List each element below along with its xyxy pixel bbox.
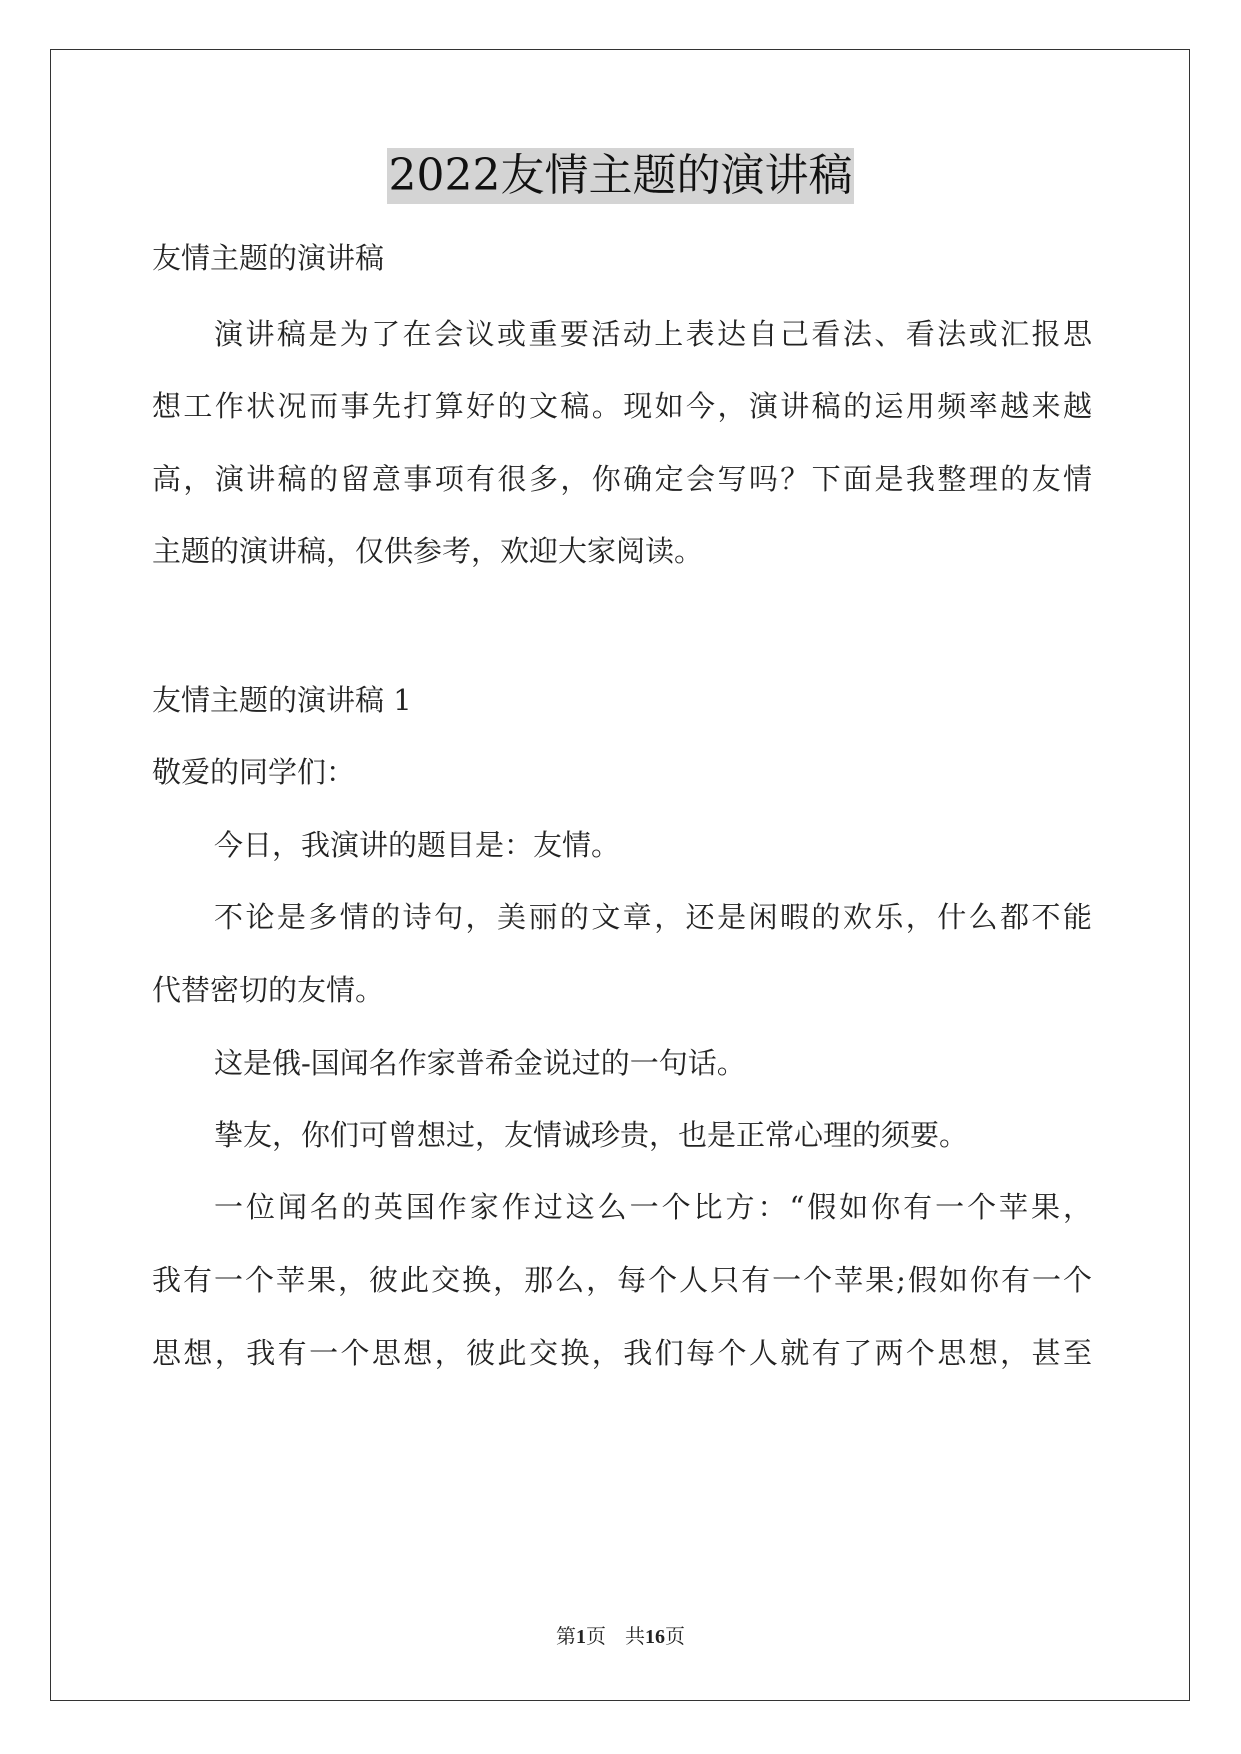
paragraph-line: 主题的演讲稿，仅供参考，欢迎大家阅读。 xyxy=(152,534,704,568)
paragraph-line: 一位闻名的英国作家作过这么一个比方：“假如你有一个苹果， xyxy=(214,1190,1092,1224)
salutation: 敬爱的同学们： xyxy=(152,755,356,789)
paragraph-line: 高，演讲稿的留意事项有很多，你确定会写吗？下面是我整理的友情 xyxy=(152,462,1092,496)
title-container xyxy=(0,148,1241,204)
paragraph-line: 挚友，你们可曾想过，友情诚珍贵，也是正常心理的须要。 xyxy=(214,1118,969,1152)
total-prefix: 共 xyxy=(625,1624,646,1648)
total-pages: 16 xyxy=(645,1626,666,1648)
page-prefix: 第 xyxy=(555,1624,576,1648)
paragraph-line: 今日，我演讲的题目是：友情。 xyxy=(214,828,621,862)
page-suffix: 页 xyxy=(585,1624,606,1648)
paragraph-line: 想工作状况而事先打算好的文稿。现如今，演讲稿的运用频率越来越 xyxy=(152,389,1092,423)
section-heading: 友情主题的演讲稿 xyxy=(152,241,385,275)
document-title: 2022友情主题的演讲稿 xyxy=(387,148,855,204)
paragraph-line: 这是俄-国闻名作家普希金说过的一句话。 xyxy=(214,1046,746,1080)
paragraph-line: 我有一个苹果，彼此交换，那么，每个人只有一个苹果;假如你有一个 xyxy=(152,1263,1092,1297)
paragraph-line: 思想，我有一个思想，彼此交换，我们每个人就有了两个思想，甚至 xyxy=(152,1336,1092,1370)
page-number: 1 xyxy=(575,1626,586,1648)
paragraph-line: 不论是多情的诗句，美丽的文章，还是闲暇的欢乐，什么都不能 xyxy=(214,900,1092,934)
page-border xyxy=(50,49,1190,1701)
page-footer xyxy=(0,1623,1241,1650)
total-suffix: 页 xyxy=(665,1624,686,1648)
section-heading: 友情主题的演讲稿 1 xyxy=(152,683,412,717)
paragraph-line: 代替密切的友情。 xyxy=(152,973,385,1007)
paragraph-line: 演讲稿是为了在会议或重要活动上表达自己看法、看法或汇报思 xyxy=(214,317,1092,351)
